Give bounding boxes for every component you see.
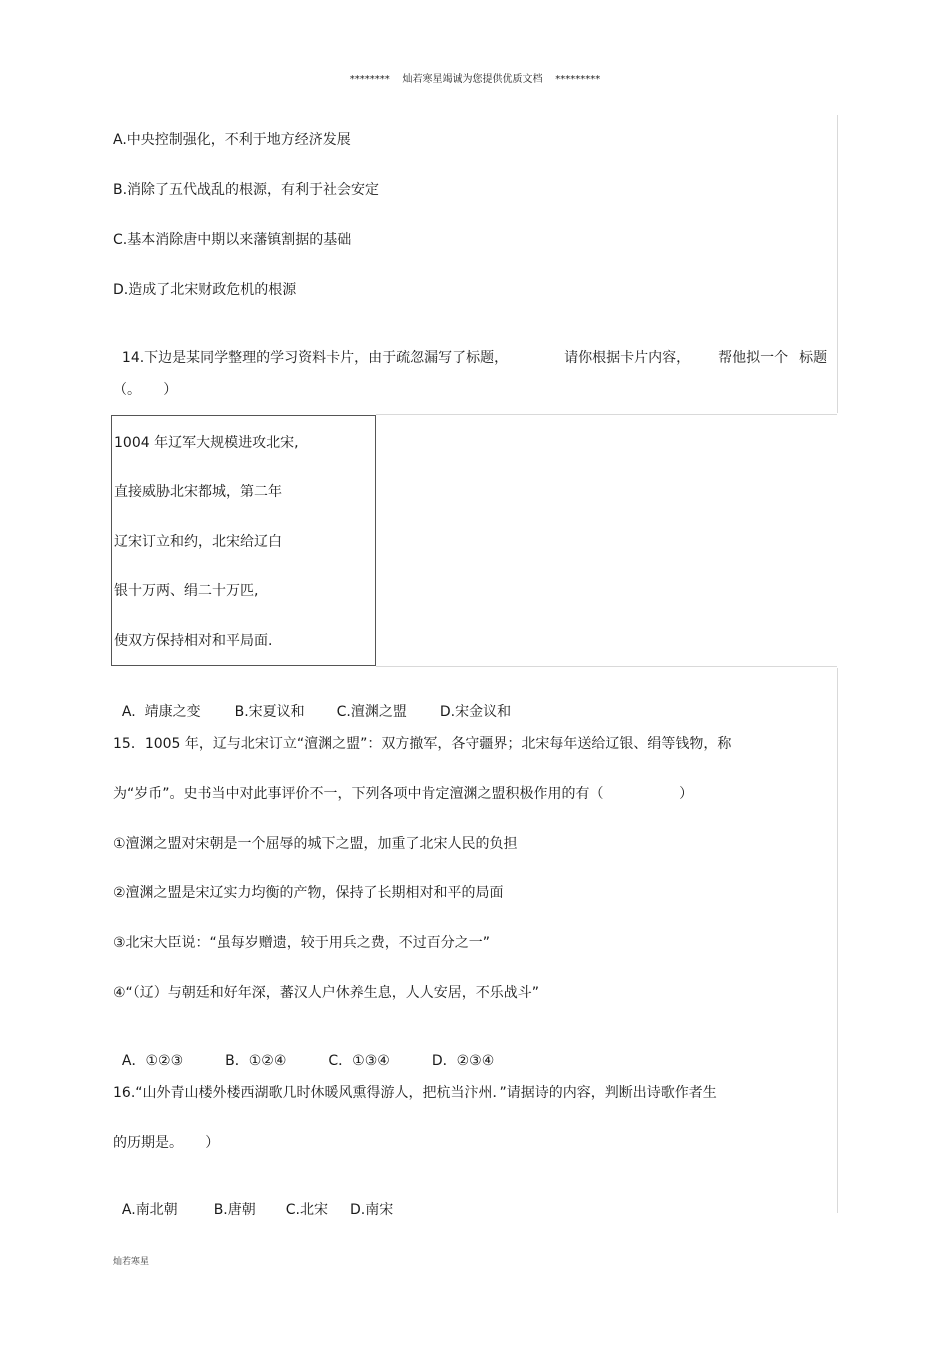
- q14-stem-part3: 帮他拟一个: [718, 350, 789, 366]
- q15-options: [113, 1034, 494, 1070]
- q15-item-3: ③北宋大臣说：“虽每岁赠遗，较于用兵之费，不过百分之一”: [113, 935, 491, 951]
- q13-option-c: C.基本消除唐中期以来藩镇割据的基础: [113, 232, 352, 248]
- q16-option-d: D.南宋: [349, 1202, 394, 1218]
- study-card: [111, 415, 376, 666]
- q15-item-1: ①澶渊之盟对宋朝是一个屈辱的城下之盟，加重了北宋人民的负担: [113, 836, 518, 852]
- q15-stem-line1: 15．1005 年，辽与北宋订立“澶渊之盟”：双方撤军，各守疆界；北宋每年送给辽银、绢等钱物，称: [113, 736, 732, 752]
- q16-stem-line1: 16.“山外青山楼外楼西湖歌几时休暖风熏得游人，把杭当汴州．”请据诗的内容，判断出诗歌作者生: [113, 1085, 717, 1101]
- q15-option-b: B．①②④: [225, 1053, 287, 1069]
- card-line-5: 使双方保持相对和平局面.: [114, 633, 273, 649]
- q16-stem-line2: 的历期是。 ）: [113, 1135, 220, 1151]
- q16-option-c: C.北宋: [285, 1202, 328, 1218]
- q13-option-d: D.造成了北宋财政危机的根源: [113, 282, 297, 298]
- q13-option-a: A.中央控制强化，不利于地方经济发展: [113, 132, 351, 148]
- q15-option-a: A．①②③: [121, 1053, 184, 1069]
- right-margin-rule-bottom: [837, 668, 838, 1213]
- q14-options: [113, 685, 511, 721]
- q15-stem-line2: 为“岁币”。史书当中对此事评价不一，下列各项中肯定澶渊之盟积极作用的有（ ）: [113, 786, 694, 802]
- q14-stem-line1: [113, 331, 827, 367]
- q14-stem-part2: 请你根据卡片内容，: [564, 350, 691, 366]
- q14-option-c: C.澶渊之盟: [336, 704, 407, 720]
- card-line-3: 辽宋订立和约，北宋给辽白: [114, 534, 282, 550]
- divider-line-2: [376, 666, 837, 667]
- q14-option-a: A. 靖康之变: [121, 704, 201, 720]
- page-header: ******** 灿若寒星竭诚为您提供优质文档 *********: [349, 74, 601, 85]
- q15-option-c: C．①③④: [328, 1053, 390, 1069]
- q16-option-b: B.唐朝: [213, 1202, 256, 1218]
- q14-stem-part1: 14.下边是某同学整理的学习资料卡片，由于疏忽漏写了标题，: [121, 350, 509, 366]
- q14-option-d: D.宋金议和: [439, 704, 512, 720]
- q14-stem-line2: （。 ）: [113, 382, 178, 398]
- q16-options: [113, 1183, 393, 1219]
- q15-item-2: ②澶渊之盟是宋辽实力均衡的产物，保持了长期相对和平的局面: [113, 885, 504, 901]
- q14-option-b: B.宋夏议和: [234, 704, 305, 720]
- q13-option-b: B.消除了五代战乱的根源，有利于社会安定: [113, 182, 380, 198]
- page-footer: 灿若寒星: [113, 1257, 150, 1267]
- card-line-2: 直接威胁北宋都城，第二年: [114, 484, 282, 500]
- divider-line-1: [376, 414, 837, 415]
- q16-option-a: A.南北朝: [121, 1202, 178, 1218]
- q15-item-4: ④“（辽）与朝廷和好年深，蕃汉人户休养生息，人人安居，不乐战斗”: [113, 985, 540, 1001]
- right-margin-rule-top: [837, 115, 838, 413]
- q15-option-d: D．②③④: [431, 1053, 495, 1069]
- card-line-4: 银十万两、绢二十万匹,: [114, 583, 259, 599]
- q14-stem-part4: 标题: [799, 350, 828, 366]
- card-line-1: 1004 年辽军大规模进攻北宋,: [114, 435, 299, 451]
